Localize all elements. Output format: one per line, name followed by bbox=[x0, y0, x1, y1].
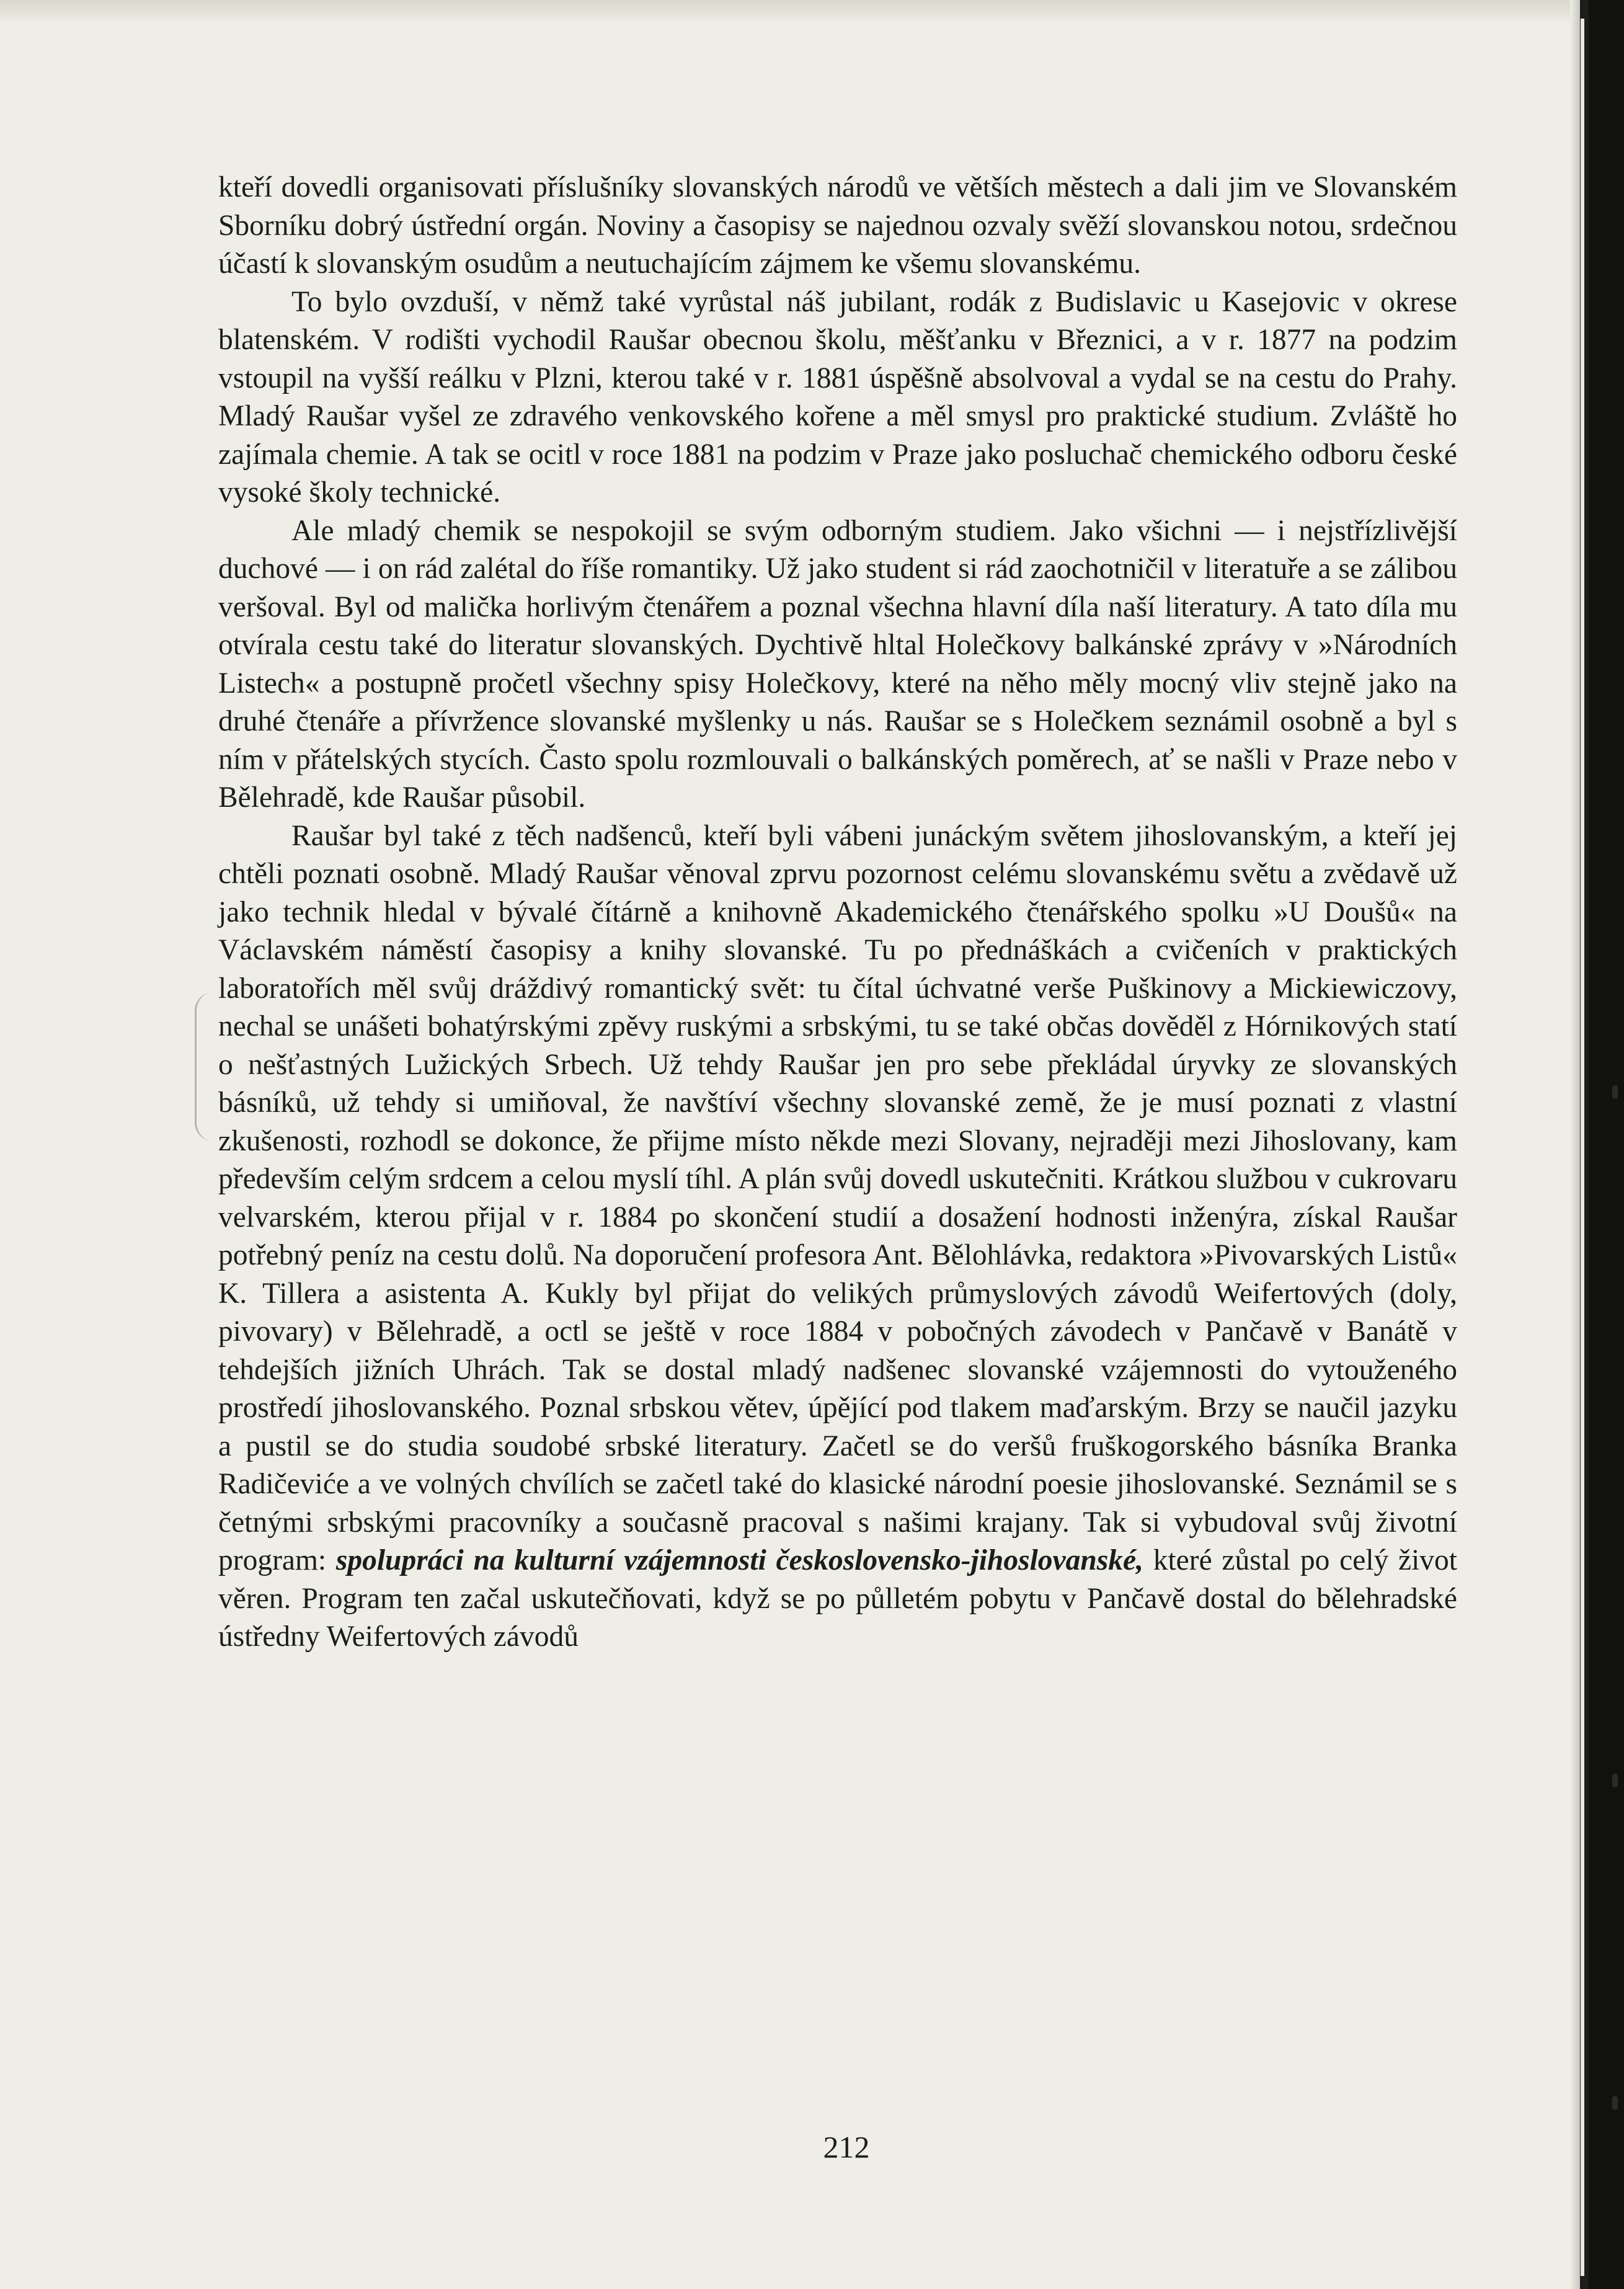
edge-mark bbox=[1612, 2096, 1618, 2110]
paragraph-4 bbox=[218, 817, 1457, 1656]
body-text bbox=[218, 169, 1457, 1656]
paragraph-1 bbox=[218, 169, 1457, 283]
page-gutter-shadow bbox=[1570, 0, 1580, 2289]
paragraph-1-text: kteří dovedli organisovati příslušníky slovanských národů ve větších městech a dali jim ve Slovanském Sborníku dobrý ústřední orgán. Noviny a časopisy se najednou ozvaly svěží slovanskou notou, srdečnou účastí k slovanským osudům a neutuchajícím zájmem ke všemu slovanskému. bbox=[218, 171, 1457, 280]
pencil-margin-mark bbox=[195, 992, 215, 1141]
binding-edge bbox=[1581, 19, 1584, 2276]
paragraph-4-emphasis: spolupráci na kulturní vzájemnosti československo-jihoslovanské, bbox=[335, 1544, 1143, 1576]
page-number: 212 bbox=[823, 2130, 870, 2164]
page-top-shadow bbox=[0, 0, 1580, 25]
paragraph-3-text: Ale mladý chemik se nespokojil se svým odborným studiem. Jako všichni — i nejstřízlivější duchové — i on rád zalétal do říše romantiky. Už jako student si rád zaochotničil v literatuře a se zálibou veršoval. Byl od malička horlivým čtenářem a poznal všechna hlavní díla naší literatury. A tato díla mu otvírala cestu také do literatur slovanských. Dychtivě hltal Holečkovy balkánské zprávy v »Národních Listech« a postupně pročetl všechny spisy Holečkovy, které na něho měly mocný vliv stejně jako na druhé čtenáře a přívržence slovanské myšlenky u nás. Raušar se s Holečkem seznámil osobně a byl s ním v přátelských stycích. Často spolu rozmlouvali o balkánských poměrech, ať se našli v Praze nebo v Bělehradě, kde Raušar působil. bbox=[218, 514, 1457, 814]
book-binding bbox=[1589, 0, 1624, 2289]
paragraph-3 bbox=[218, 512, 1457, 817]
edge-mark bbox=[1612, 1774, 1618, 1787]
paragraph-2-text: To bylo ovzduší, v němž také vyrůstal náš jubilant, rodák z Budislavic u Kasejovic v okrese blatenském. V rodišti vychodil Raušar obecnou školu, měšťanku v Březnici, a v r. 1877 na podzim vstoupil na vyšší reálku v Plzni, kterou také v r. 1881 úspěšně absolvoval a vydal se na cestu do Prahy. Mladý Raušar vyšel ze zdravého venkovského kořene a měl smysl pro praktické studium. Zvláště ho zajímala chemie. A tak se ocitl v roce 1881 na podzim v Praze jako posluchač chemického odboru české vysoké školy technické. bbox=[218, 285, 1457, 509]
paragraph-4-text-before: Raušar byl také z těch nadšenců, kteří byli vábeni junáckým světem jihoslovanským, a kteří jej chtěli poznati osobně. Mladý Raušar věnoval zprvu pozornost celému slovanskému světu a zvědavě už jako technik hledal v bývalé čítárně a knihovně Akademického čtenářského spolku »U Doušů« na Václavském náměstí časopisy a knihy slovanské. Tu po přednáškách a cvičeních v praktických laboratořích měl svůj dráždivý romantický svět: tu čítal úchvatné verše Puškinovy a Mickiewiczovy, nechal se unášeti bohatýrskými zpěvy ruskými a srbskými, tu se také občas dověděl z Hórnikových statí o nešťastných Lužických Srbech. Už tehdy Raušar jen pro sebe překládal úryvky ze slovanských básníků, už tehdy si umiňoval, že navštíví všechny slovanské země, že je musí poznati z vlastní zkušenosti, rozhodl se dokonce, že přijme místo někde mezi Slovany, nejraději mezi Jihoslovany, kam především celým srdcem a celou myslí tíhl. A plán svůj dovedl uskutečniti. Krátkou službou v cukrovaru velvarském, kterou přijal v r. 1884 po skončení studií a dosažení hodnosti inženýra, získal Raušar potřebný peníz na cestu dolů. Na doporučení profesora Ant. Bělohlávka, redaktora »Pivovarských Listů« K. Tillera a asistenta A. Kukly byl přijat do velikých průmyslových závodů Weifertových (doly, pivovary) v Bělehradě, a octl se ještě v roce 1884 v pobočných závodech v Pančavě v Banátě v tehdejších jižních Uhrách. Tak se dostal mladý nadšenec slovanské vzájemnosti do vytouženého prostředí jihoslovanského. Poznal srbskou větev, úpějící pod tlakem maďarským. Brzy se naučil jazyku a pustil se do studia soudobé srbské literatury. Začetl se do veršů fruškogorského básníka Branka Radičeviće a ve volných chvílích se začetl také do klasické národní poesie jihoslovanské. Seznámil se s četnými srbskými pracovníky a současně pracoval s našimi krajany. Tak si vybudoval svůj životní program: bbox=[218, 819, 1457, 1576]
paragraph-4-text-after: které zůstal po celý život věren. Program ten začal uskutečňovati, když se po půlletém pobytu v Pančavě dostal do bělehradské ústředny Weifertových závodů bbox=[218, 1544, 1458, 1653]
paragraph-2 bbox=[218, 283, 1457, 512]
edge-mark bbox=[1612, 1085, 1618, 1099]
